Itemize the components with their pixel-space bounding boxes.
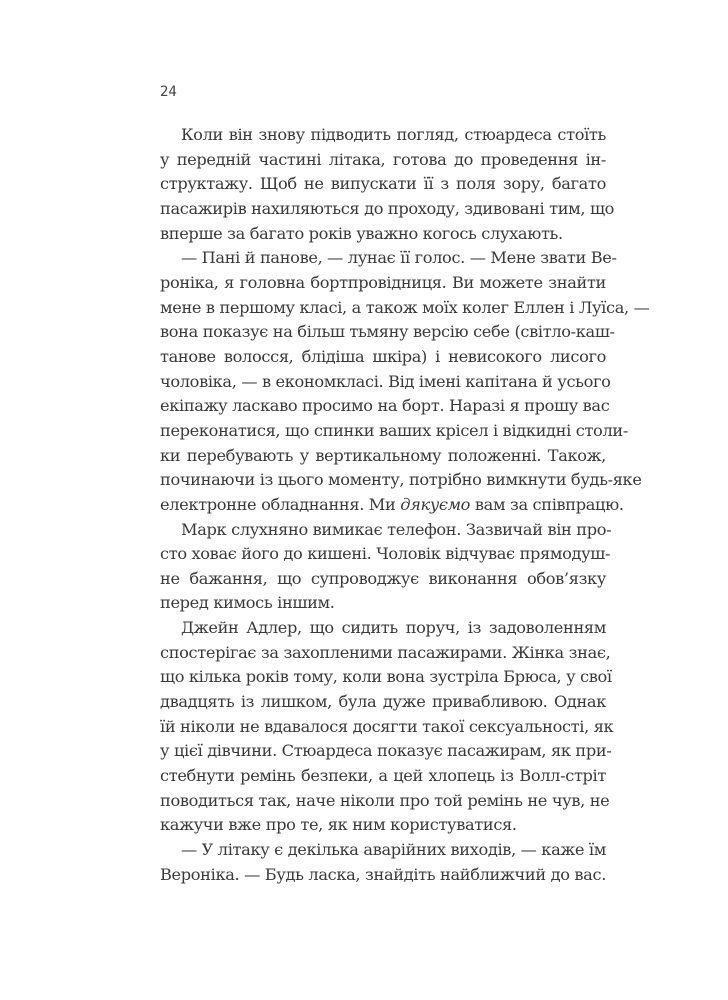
- text-line: — Пані й панове, — лунає її голос. — Мене звати Ве-: [181, 248, 617, 268]
- text-line: — У літаку є декілька аварійних виходів, — каже їм: [181, 840, 607, 860]
- text-line: структажу. Щоб не випускати її з поля зору, багато: [160, 174, 606, 194]
- text-line: у передній частині літака, готова до проведення ін-: [160, 149, 606, 169]
- italic-word: дякуємо: [400, 494, 471, 514]
- text-line: танове волосся, блідіша шкіра) і невисокого лисого: [160, 346, 606, 366]
- text-line: Джейн Адлер, що сидить поруч, із задоволенням: [181, 618, 606, 638]
- text-line: перед кимось іншим.: [160, 593, 335, 613]
- text-line: сто ховає його до кишені. Чоловік відчуває прямодуш-: [160, 544, 611, 564]
- text-line: ки перебувають у вертикальному положенні. Також,: [160, 445, 606, 465]
- text-line: починаючи із цього моменту, потрібно вимкнути будь-яке: [160, 470, 642, 490]
- text-line: роніка, я головна бортпровідниця. Ви можете знайти: [160, 272, 606, 292]
- text-line: стебнути ремінь безпеки, а цей хлопець із Волл-стріт: [160, 766, 606, 786]
- text-line: Коли він знову підводить погляд, стюардеса стоїть: [181, 125, 606, 144]
- text-line: спостерігає за захопленими пасажирами. Жінка знає,: [160, 642, 611, 662]
- text-line: вона показує на більш тьмяну версію себе (світло-каш-: [160, 322, 615, 342]
- page-number: 24: [160, 84, 177, 100]
- text-line: пасажирів нахиляються до проходу, здивовані тим, що: [160, 198, 615, 218]
- text-line: екіпажу ласкаво просимо на борт. Наразі я прошу вас: [160, 396, 610, 416]
- text-line: переконатися, що спинки ваших крісел і відкидні столи-: [160, 420, 628, 440]
- text-segment: вам за співпрацю.: [470, 494, 624, 514]
- text-line: що кілька років тому, коли вона зустріла Брюса, у свої: [160, 667, 612, 687]
- text-line: Марк слухняно вимикає телефон. Зазвичай він про-: [181, 519, 612, 539]
- body-text: [160, 123, 650, 887]
- text-line: поводиться так, наче ніколи про той ремінь не чув, не: [160, 790, 610, 810]
- text-line: вперше за багато років уважно когось слухають.: [160, 223, 563, 243]
- text-line: Вероніка. — Будь ласка, знайдіть найближчий до вас.: [160, 864, 606, 884]
- text-line: [160, 493, 624, 518]
- text-line: їй ніколи не вдавалося досягти такої сексуальності, як: [160, 716, 614, 736]
- text-line: мене в першому класі, а також моїх колег Еллен і Луїса, —: [160, 297, 650, 317]
- text-segment: електронне обладнання. Ми: [160, 494, 401, 514]
- text-line: кажучи вже про те, як ним користуватися.: [160, 815, 517, 835]
- text-line: не бажання, що супроводжує виконання обов’язку: [160, 568, 606, 588]
- text-line: двадцять із лишком, була дуже привабливою. Однак: [160, 692, 606, 712]
- text-line: у цієї дівчини. Стюардеса показує пасажирам, як при-: [160, 741, 612, 761]
- text-line: чоловіка, — в економкласі. Від імені капітана й усього: [160, 371, 611, 391]
